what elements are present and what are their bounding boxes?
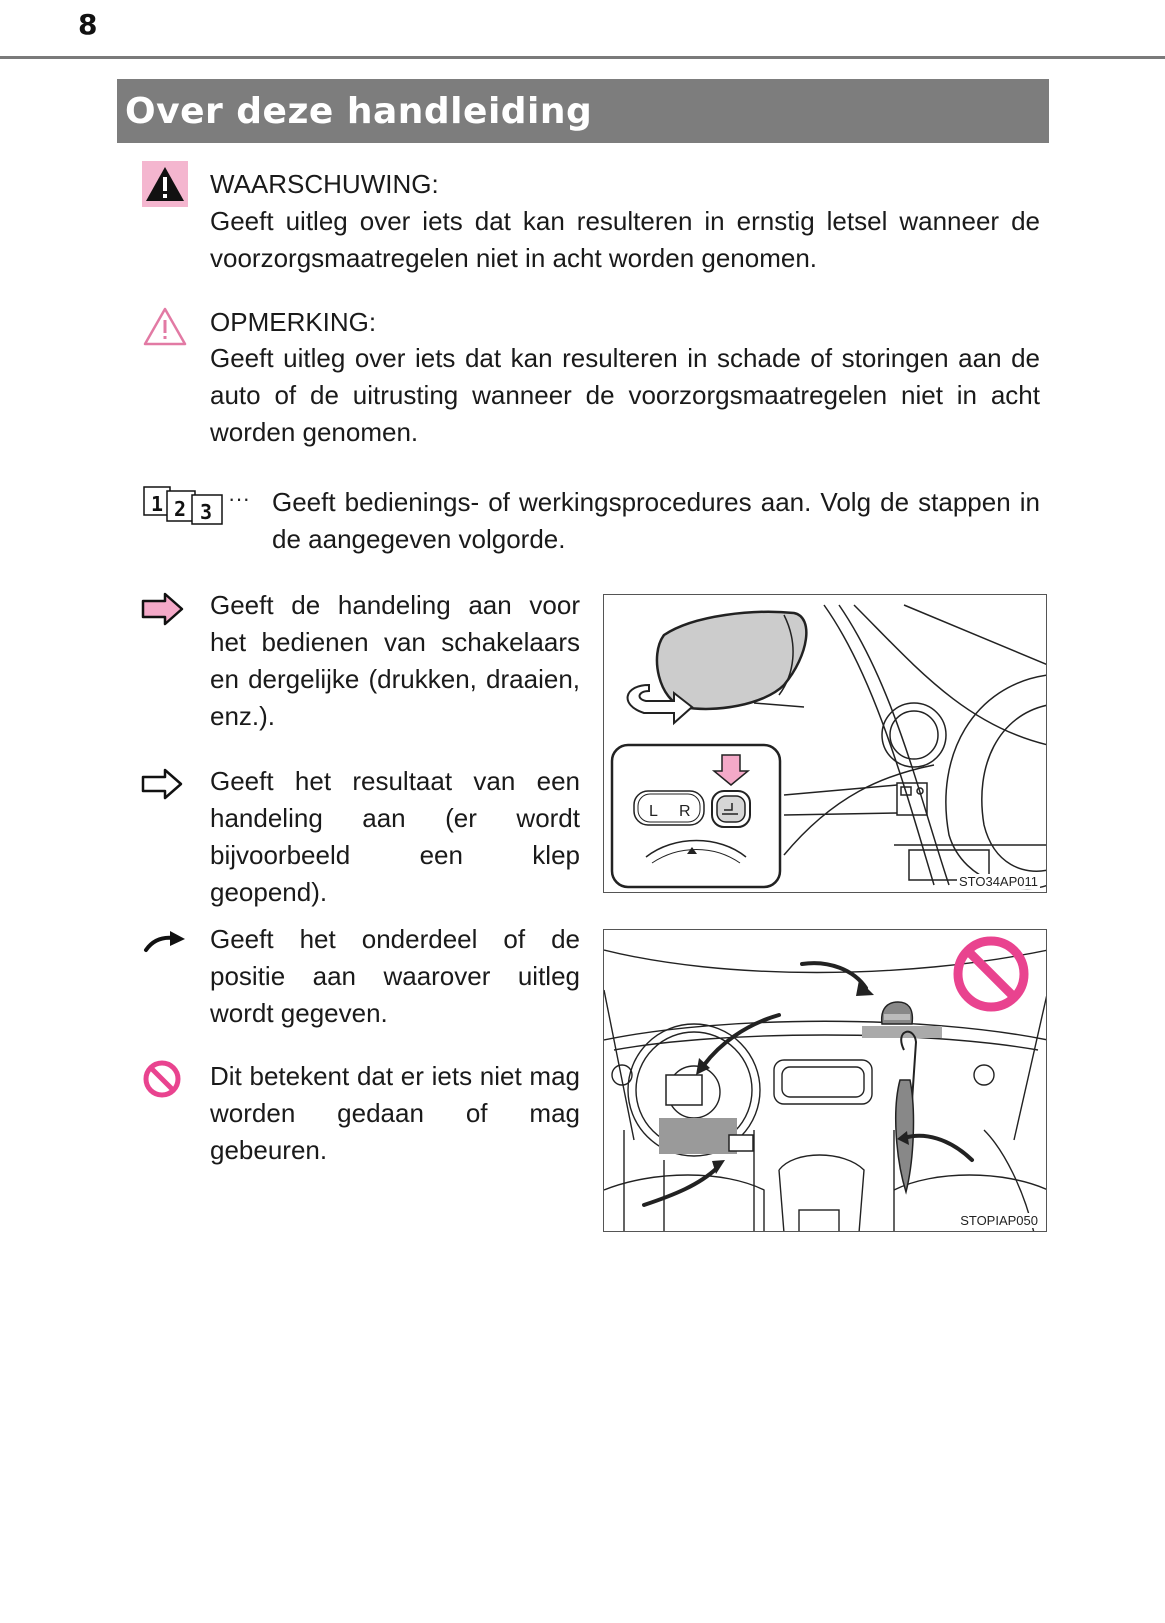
dashboard-drawing xyxy=(604,930,1047,1232)
curved-pointer-arrow-icon xyxy=(143,926,187,954)
pointer-text: Geeft het onderdeel of de positie aan waarover uitleg wordt gegeven. xyxy=(210,924,580,1028)
prohibition-icon xyxy=(142,1059,182,1099)
filled-arrow-right-icon xyxy=(141,592,185,626)
section-title-bar xyxy=(117,79,1049,143)
figure-code-mirror: STO34AP011 xyxy=(958,874,1038,889)
numbered-steps-icon xyxy=(143,485,228,525)
step-digit-3: 3 xyxy=(200,500,213,524)
outline-arrow-right-icon xyxy=(141,767,185,801)
warning-label: WAARSCHUWING: xyxy=(210,169,439,199)
figure-code-dashboard: STOPIAP050 xyxy=(960,1213,1038,1228)
step-digit-1: 1 xyxy=(151,492,164,516)
section-title: Over deze handleiding xyxy=(125,90,593,132)
header-rule xyxy=(0,56,1165,59)
step-digit-2: 2 xyxy=(174,497,187,521)
prohibited-text: Dit betekent dat er iets niet mag worden gedaan of mag gebeuren. xyxy=(210,1061,580,1165)
operation-text: Geeft de handeling aan voor het bedienen van schakelaars en dergelijke (drukken, draaien, enz.). xyxy=(210,590,580,731)
page-number: 8 xyxy=(78,8,98,41)
result-text: Geeft het resultaat van een handeling aan (er wordt bijvoorbeeld een klep geopend). xyxy=(210,766,580,907)
notice-text: Geeft uitleg over iets dat kan resulteren in schade of storingen aan de auto of de uitrusting wanneer de voorzorgsmaatregelen niet in acht worden genomen. xyxy=(210,343,1040,447)
mirror-switch-L: L xyxy=(649,803,658,820)
steps-dots: ··· xyxy=(228,486,250,511)
steps-text: Geeft bedienings- of werkingsprocedures aan. Volg de stappen in de aangegeven volgorde. xyxy=(272,487,1040,554)
warning-filled-triangle-icon xyxy=(142,161,188,207)
notice-label: OPMERKING: xyxy=(210,307,377,337)
dashboard-illustration xyxy=(603,929,1047,1232)
mirror-switch-illustration xyxy=(603,594,1047,893)
mirror-switch-R: R xyxy=(679,803,691,820)
mirror-drawing xyxy=(604,595,1047,893)
warning-text: Geeft uitleg over iets dat kan resulteren in ernstig letsel wanneer de voorzorgsmaatregelen niet in acht worden genomen. xyxy=(210,206,1040,273)
notice-outline-triangle-icon xyxy=(142,306,188,348)
